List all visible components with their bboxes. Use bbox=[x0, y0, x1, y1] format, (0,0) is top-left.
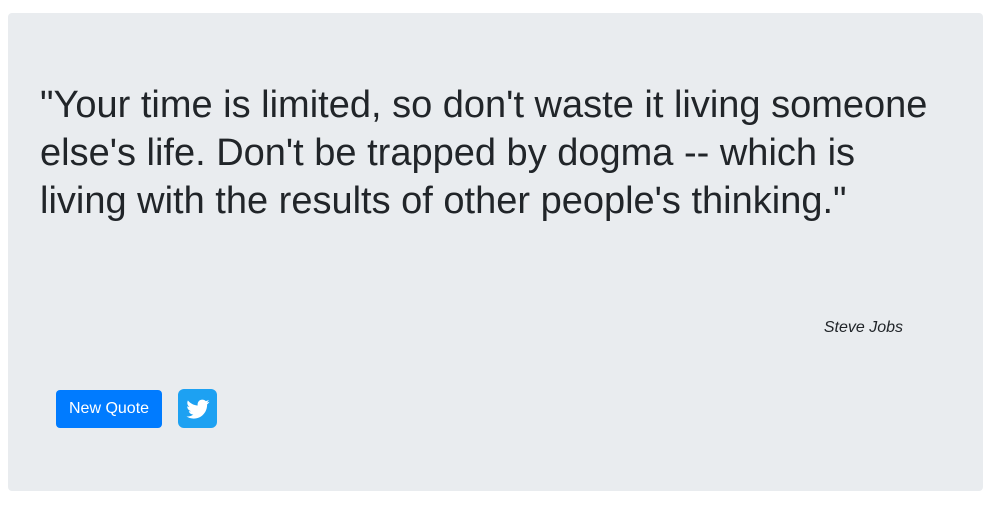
tweet-quote-button[interactable] bbox=[178, 389, 217, 428]
quote-text: "Your time is limited, so don't waste it living someone else's life. Don't be trapped by dogma -- which is living with the results of other people's thinking." bbox=[40, 84, 928, 222]
quote-author: Steve Jobs bbox=[823, 319, 903, 336]
quote-box bbox=[8, 13, 983, 491]
quote-actions bbox=[56, 389, 217, 428]
new-quote-button[interactable]: New Quote bbox=[56, 390, 162, 428]
twitter-icon bbox=[186, 397, 210, 421]
